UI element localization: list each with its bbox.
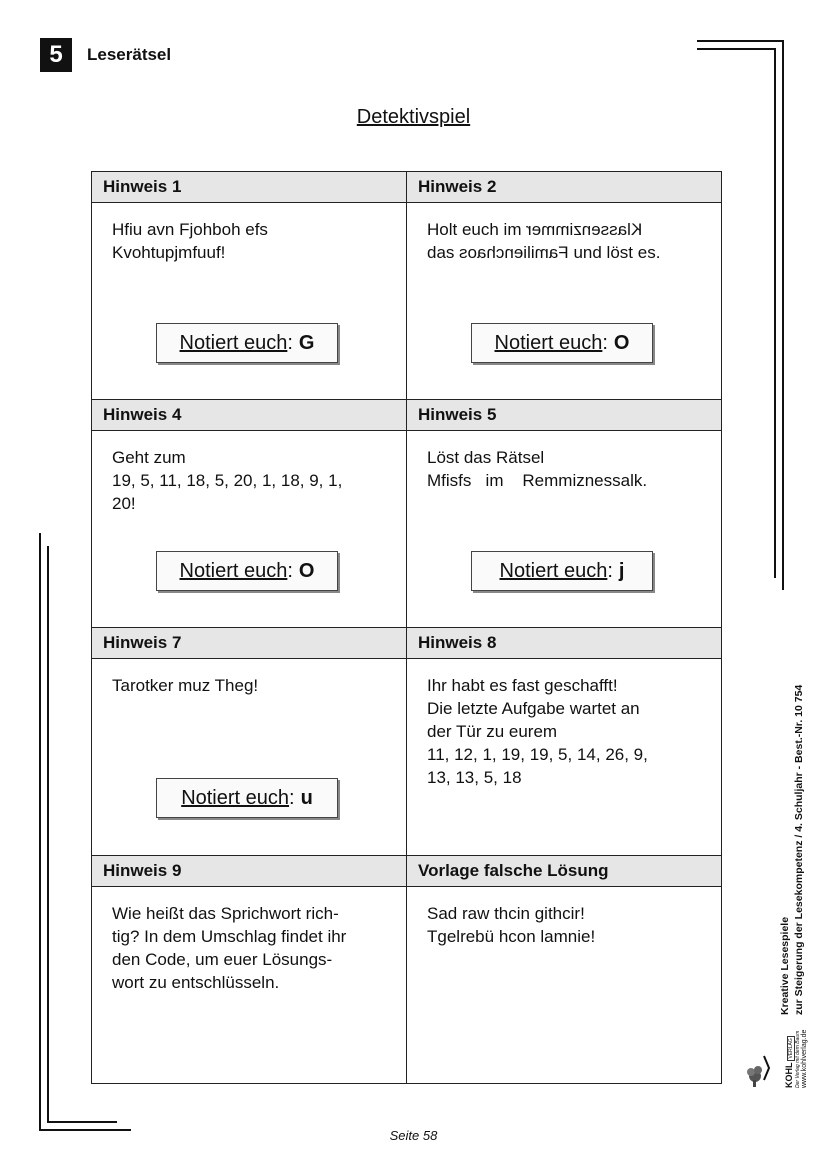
publisher-url: www.kohlverlag.de — [801, 1029, 808, 1088]
clue-line: 19, 5, 11, 18, 5, 20, 1, 18, 9, 1, — [112, 471, 343, 490]
frame-top-right-inner-v — [774, 48, 776, 578]
clue-header: Hinweis 9 — [92, 856, 406, 887]
clue-line-part: und löst es. — [568, 243, 661, 262]
clue-line: Tarotker muz Theg! — [112, 676, 259, 695]
clue-cell-5 — [407, 400, 721, 628]
clue-line: wort zu entschlüsseln. — [112, 973, 280, 992]
code-value: j — [618, 559, 625, 582]
clue-line: der Tür zu eurem — [427, 722, 558, 741]
code-value: O — [298, 559, 315, 582]
frame-top-right-inner-h — [697, 48, 776, 50]
clue-text — [92, 431, 406, 515]
clue-line: Kvohtupjmfuuf! — [112, 243, 226, 262]
code-box: Notiert euch : O — [156, 551, 338, 591]
clue-line: Löst das Rätsel — [427, 448, 545, 467]
clue-cell-4 — [92, 400, 407, 628]
clue-line: 11, 12, 1, 19, 19, 5, 14, 26, 9, — [427, 745, 648, 764]
clue-line: Tgelrebü hcon lamnie! — [427, 927, 596, 946]
clue-cell-9 — [92, 856, 407, 1083]
code-value: u — [300, 786, 313, 809]
clue-cell-7 — [92, 628, 407, 856]
clue-header: Vorlage falsche Lösung — [407, 856, 721, 887]
clue-line: Hfiu avn Fjohboh efs — [112, 220, 268, 239]
series-info — [778, 685, 806, 1015]
clue-grid — [91, 171, 722, 1084]
clue-cell-8 — [407, 628, 721, 856]
frame-top-right-outer-h — [697, 40, 784, 42]
publisher-slogan: Der Verlag mit dem Baum — [795, 1030, 801, 1088]
page-title: Detektivspiel — [356, 106, 471, 128]
mirrored-word: Familienchaos — [459, 243, 569, 262]
code-box: Notiert euch : G — [156, 323, 338, 363]
clue-cell-2 — [407, 172, 721, 400]
clue-line: Ihr habt es fast geschafft! — [427, 676, 618, 695]
code-label: Notiert euch — [499, 559, 608, 582]
clue-text — [92, 659, 406, 697]
clue-line: tig? In dem Umschlag findet ihr — [112, 927, 347, 946]
chapter-number-box — [40, 38, 72, 72]
clue-line: Wie heißt das Sprichwort rich- — [112, 904, 339, 923]
clue-header: Hinweis 1 — [92, 172, 406, 203]
clue-cell-false-solution — [407, 856, 721, 1083]
frame-top-right-outer-v — [782, 40, 784, 590]
clue-line: 20! — [112, 494, 136, 513]
code-label: Notiert euch — [181, 786, 290, 809]
clue-text — [407, 659, 721, 789]
clue-header: Hinweis 2 — [407, 172, 721, 203]
clue-line: Mfisfs im Remmiznessalk. — [427, 471, 648, 490]
publisher-name: KOHL — [784, 1062, 794, 1088]
clue-line-part: Holt euch im — [427, 220, 527, 239]
code-value: G — [298, 331, 315, 354]
clue-line: 13, 13, 5, 18 — [427, 768, 522, 787]
page-number: Seite 58 — [389, 1128, 438, 1143]
clue-text — [92, 887, 406, 994]
frame-bottom-left-inner-h — [47, 1121, 117, 1123]
code-box: Notiert euch : u — [156, 778, 338, 818]
frame-bottom-left-inner-v — [47, 546, 49, 1123]
code-value: O — [613, 331, 630, 354]
clue-line: Die letzte Aufgabe wartet an — [427, 699, 640, 718]
code-label: Notiert euch — [494, 331, 603, 354]
chapter-number: 5 — [49, 41, 63, 68]
clue-text — [407, 887, 721, 948]
clue-text — [407, 203, 721, 264]
series-title: Kreative Lesespiele — [779, 916, 791, 1015]
clue-header: Hinweis 7 — [92, 628, 406, 659]
clue-line-part: das — [427, 243, 460, 262]
code-label: Notiert euch — [179, 331, 288, 354]
clue-header: Hinweis 5 — [407, 400, 721, 431]
chapter-title: Leserätsel — [87, 45, 172, 64]
publisher-info — [784, 1030, 808, 1088]
mirrored-word: Klassenzimmer — [526, 220, 643, 239]
clue-text — [407, 431, 721, 492]
clue-header: Hinweis 4 — [92, 400, 406, 431]
clue-cell-1 — [92, 172, 407, 400]
frame-bottom-left-outer-v — [39, 533, 41, 1131]
clue-header: Hinweis 8 — [407, 628, 721, 659]
clue-line: Geht zum — [112, 448, 186, 467]
clue-line: Sad raw thcin githcir! — [427, 904, 585, 923]
clue-text — [92, 203, 406, 264]
code-box: Notiert euch : j — [471, 551, 653, 591]
code-label: Notiert euch — [179, 559, 288, 582]
code-box: Notiert euch : O — [471, 323, 653, 363]
publisher-badge: VERLAG — [788, 1038, 794, 1059]
series-subtitle: zur Steigerung der Lesekompetenz / 4. Schuljahr - Best.-Nr. 10 754 — [793, 684, 805, 1015]
clue-line: den Code, um euer Lösungs- — [112, 950, 333, 969]
tree-logo-icon — [743, 1020, 779, 1088]
